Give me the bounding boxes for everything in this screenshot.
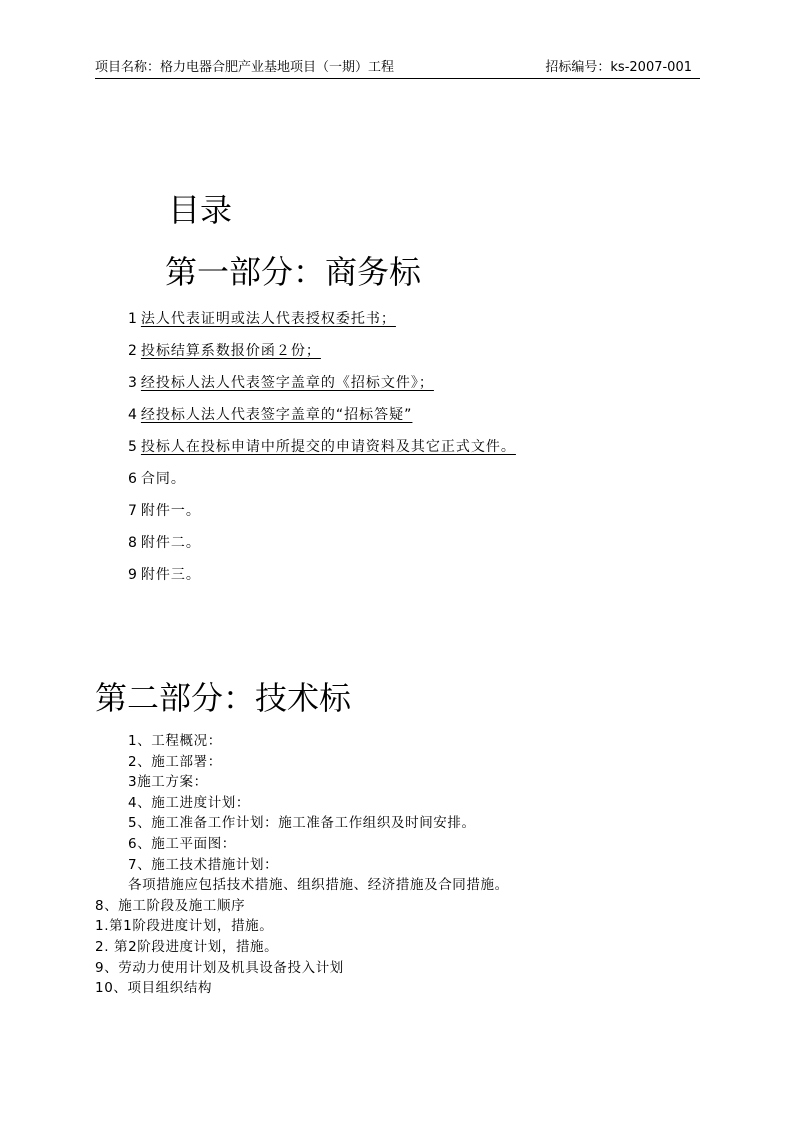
list-item: 8 附件二。 (128, 535, 201, 551)
list-item: 1.第1阶段进度计划，措施。 (95, 918, 274, 935)
bid-number: 招标编号：ks-2007-001 (545, 60, 692, 75)
list-item: 1、工程概况： (128, 733, 222, 749)
list-item: 4 经投标人法人代表签字盖章的“招标答疑” (128, 407, 413, 423)
list-item: 2. 第2阶段进度计划，措施。 (95, 938, 279, 955)
part2-title: 第二部分：技术标 (95, 679, 352, 717)
list-item: 9 附件三。 (128, 567, 201, 583)
toc-title: 目录 (168, 191, 233, 229)
list-item: 3 经投标人法人代表签字盖章的《招标文件》； (128, 375, 434, 391)
list-item: 各项措施应包括技术措施、组织措施、经济措施及合同措施。 (128, 877, 509, 894)
list-item: 7 附件一。 (128, 503, 201, 519)
toc-entry: 附件三。 (140, 567, 201, 583)
toc-entry-link[interactable]: 经投标人法人代表签字盖章的“招标答疑” (140, 407, 413, 423)
list-item: 8、施工阶段及施工顺序 (95, 897, 246, 914)
toc-entry: 附件二。 (140, 535, 201, 551)
list-item: 4、施工进度计划： (128, 794, 250, 811)
page-header (95, 58, 700, 79)
list-item: 6 合同。 (128, 471, 186, 487)
list-item: 2、施工部署： (128, 753, 222, 770)
business-bid-list (128, 308, 516, 596)
technical-bid-list (95, 731, 509, 999)
part1-title: 第一部分：商务标 (165, 253, 422, 291)
list-item: 5 投标人在投标申请中所提交的申请资料及其它正式文件。 (128, 439, 516, 455)
list-item: 9、劳动力使用计划及机具设备投入计划 (95, 959, 344, 976)
list-item: 3施工方案： (128, 774, 208, 791)
toc-entry: 合同。 (140, 471, 186, 487)
toc-entry-link[interactable]: 投标结算系数报价函２份； (140, 343, 321, 359)
toc-entry-link[interactable]: 经投标人法人代表签字盖章的《招标文件》； (140, 375, 434, 391)
list-item: 2 投标结算系数报价函２份； (128, 343, 321, 359)
toc-entry-link[interactable]: 法人代表证明或法人代表授权委托书； (140, 311, 396, 327)
list-item: 7、施工技术措施计划： (128, 856, 279, 873)
list-item: 1 法人代表证明或法人代表授权委托书； (128, 311, 396, 327)
toc-entry-link[interactable]: 投标人在投标申请中所提交的申请资料及其它正式文件。 (140, 439, 516, 455)
list-item: 5、施工准备工作计划：施工准备工作组织及时间安排。 (128, 815, 476, 832)
toc-entry: 附件一。 (140, 503, 201, 519)
list-item: 6、施工平面图： (128, 835, 236, 852)
list-item: 10、项目组织结构 (95, 980, 213, 997)
project-name: 项目名称：格力电器合肥产业基地项目（一期）工程 (95, 60, 395, 75)
